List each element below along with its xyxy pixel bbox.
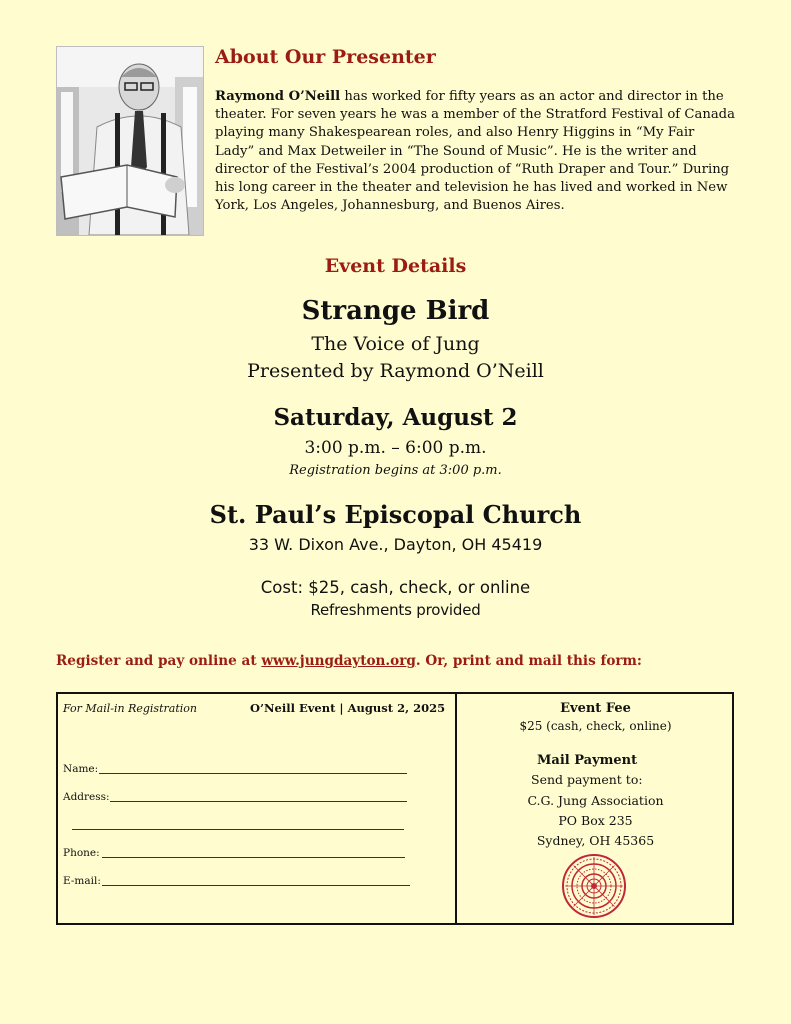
presenter-bio <box>215 88 737 215</box>
fee-value: $25 (cash, check, online) <box>519 719 672 733</box>
address-field[interactable] <box>110 801 407 802</box>
fee-heading: Event Fee <box>560 701 631 716</box>
presenter-bio-text: has worked for fifty years as an actor and director in the theater. For seven years he was a member of the Stratford Festival of Canada playing many Shakespearean roles, and also Henry Higgins in “My Fair Lady” and Max Detweiler in “The Sound of Music”. He is the writer and director of the Festival’s 2004 production of “Ruth Draper and Tour.” During his long career in the theater and television he has lived and worked in New York, Los Angeles, Johannesburg, and Buenos Aires. <box>215 89 735 214</box>
mail-address-city: Sydney, OH 45365 <box>536 833 655 848</box>
refreshments-note: Refreshments provided <box>310 601 481 619</box>
phone-field[interactable] <box>102 857 405 858</box>
event-title: Strange Bird <box>301 296 490 326</box>
website-link[interactable]: www.jungdayton.org <box>261 653 416 669</box>
event-date: Saturday, August 2 <box>273 404 518 431</box>
about-heading: About Our Presenter <box>215 46 436 68</box>
name-field[interactable] <box>99 773 407 774</box>
address-label: Address: <box>63 791 110 803</box>
registration-note: Registration begins at 3:00 p.m. <box>289 463 502 478</box>
mail-send-label: Send payment to: <box>531 772 643 787</box>
mandala-seal-icon <box>561 853 627 919</box>
address-field-line-2[interactable] <box>72 829 404 830</box>
event-cost: Cost: $25, cash, check, or online <box>260 578 531 597</box>
form-for-mail-label: For Mail-in Registration <box>63 702 197 715</box>
venue-name: St. Paul’s Episcopal Church <box>209 500 582 529</box>
register-prefix: Register and pay online at <box>56 653 262 669</box>
event-time: 3:00 p.m. – 6:00 p.m. <box>304 438 487 458</box>
form-event-line: O’Neill Event | August 2, 2025 <box>250 701 446 715</box>
event-presenter: Presented by Raymond O’Neill <box>247 360 544 382</box>
mail-address-box: PO Box 235 <box>558 813 633 828</box>
register-suffix: . Or, print and mail this form: <box>415 653 642 669</box>
phone-label: Phone: <box>63 847 100 859</box>
email-field[interactable] <box>102 885 410 886</box>
venue-address: 33 W. Dixon Ave., Dayton, OH 45419 <box>248 535 543 554</box>
event-details-heading: Event Details <box>324 255 467 277</box>
event-subtitle: The Voice of Jung <box>311 333 480 355</box>
presenter-name: Raymond O’Neill <box>215 89 341 104</box>
register-instructions <box>56 653 642 669</box>
email-label: E-mail: <box>63 875 101 887</box>
mail-payment-heading: Mail Payment <box>537 753 638 768</box>
mail-address-org: C.G. Jung Association <box>527 793 664 808</box>
name-label: Name: <box>63 763 99 775</box>
presenter-photo <box>56 46 204 236</box>
